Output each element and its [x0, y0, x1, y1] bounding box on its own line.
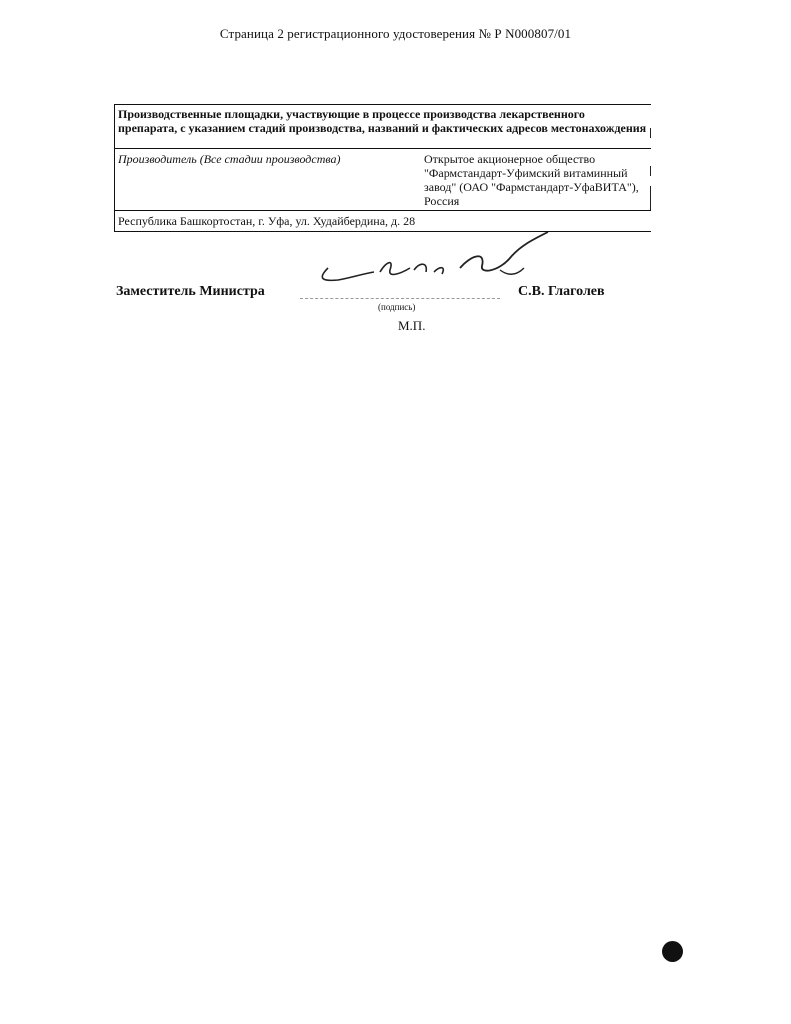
page-header: Страница 2 регистрационного удостоверения № Р N000807/01: [219, 26, 572, 41]
signature-caption: (подпись): [378, 302, 416, 312]
handwritten-signature: [310, 232, 560, 292]
address-row: Республика Башкортостан, г. Уфа, ул. Худайбердина, д. 28: [118, 214, 416, 228]
producer-value: Открытое акционерное общество "Фармстандарт-Уфимский витаминный завод" (ОАО "Фармстандарт-УфаВИТА"), Россия: [424, 152, 639, 208]
scan-edge-mark: [650, 128, 651, 138]
scan-edge-mark: [650, 186, 651, 210]
signature-line: [300, 298, 500, 300]
scan-edge-mark: [650, 166, 651, 176]
punch-hole-mark: [662, 941, 683, 962]
signatory-position: Заместитель Министра: [116, 284, 265, 299]
signatory-name: С.В. Глаголев: [518, 284, 605, 299]
producer-label: Производитель (Все стадии производства): [118, 152, 341, 166]
production-sites-table: [114, 104, 651, 232]
stamp-label: М.П.: [398, 318, 426, 333]
producer-row: [115, 149, 651, 211]
table-title: Производственные площадки, участвующие в процессе производства лекарственного препарата, с указанием стадий производства, названий и фактических адресов местонахождения: [115, 105, 651, 149]
